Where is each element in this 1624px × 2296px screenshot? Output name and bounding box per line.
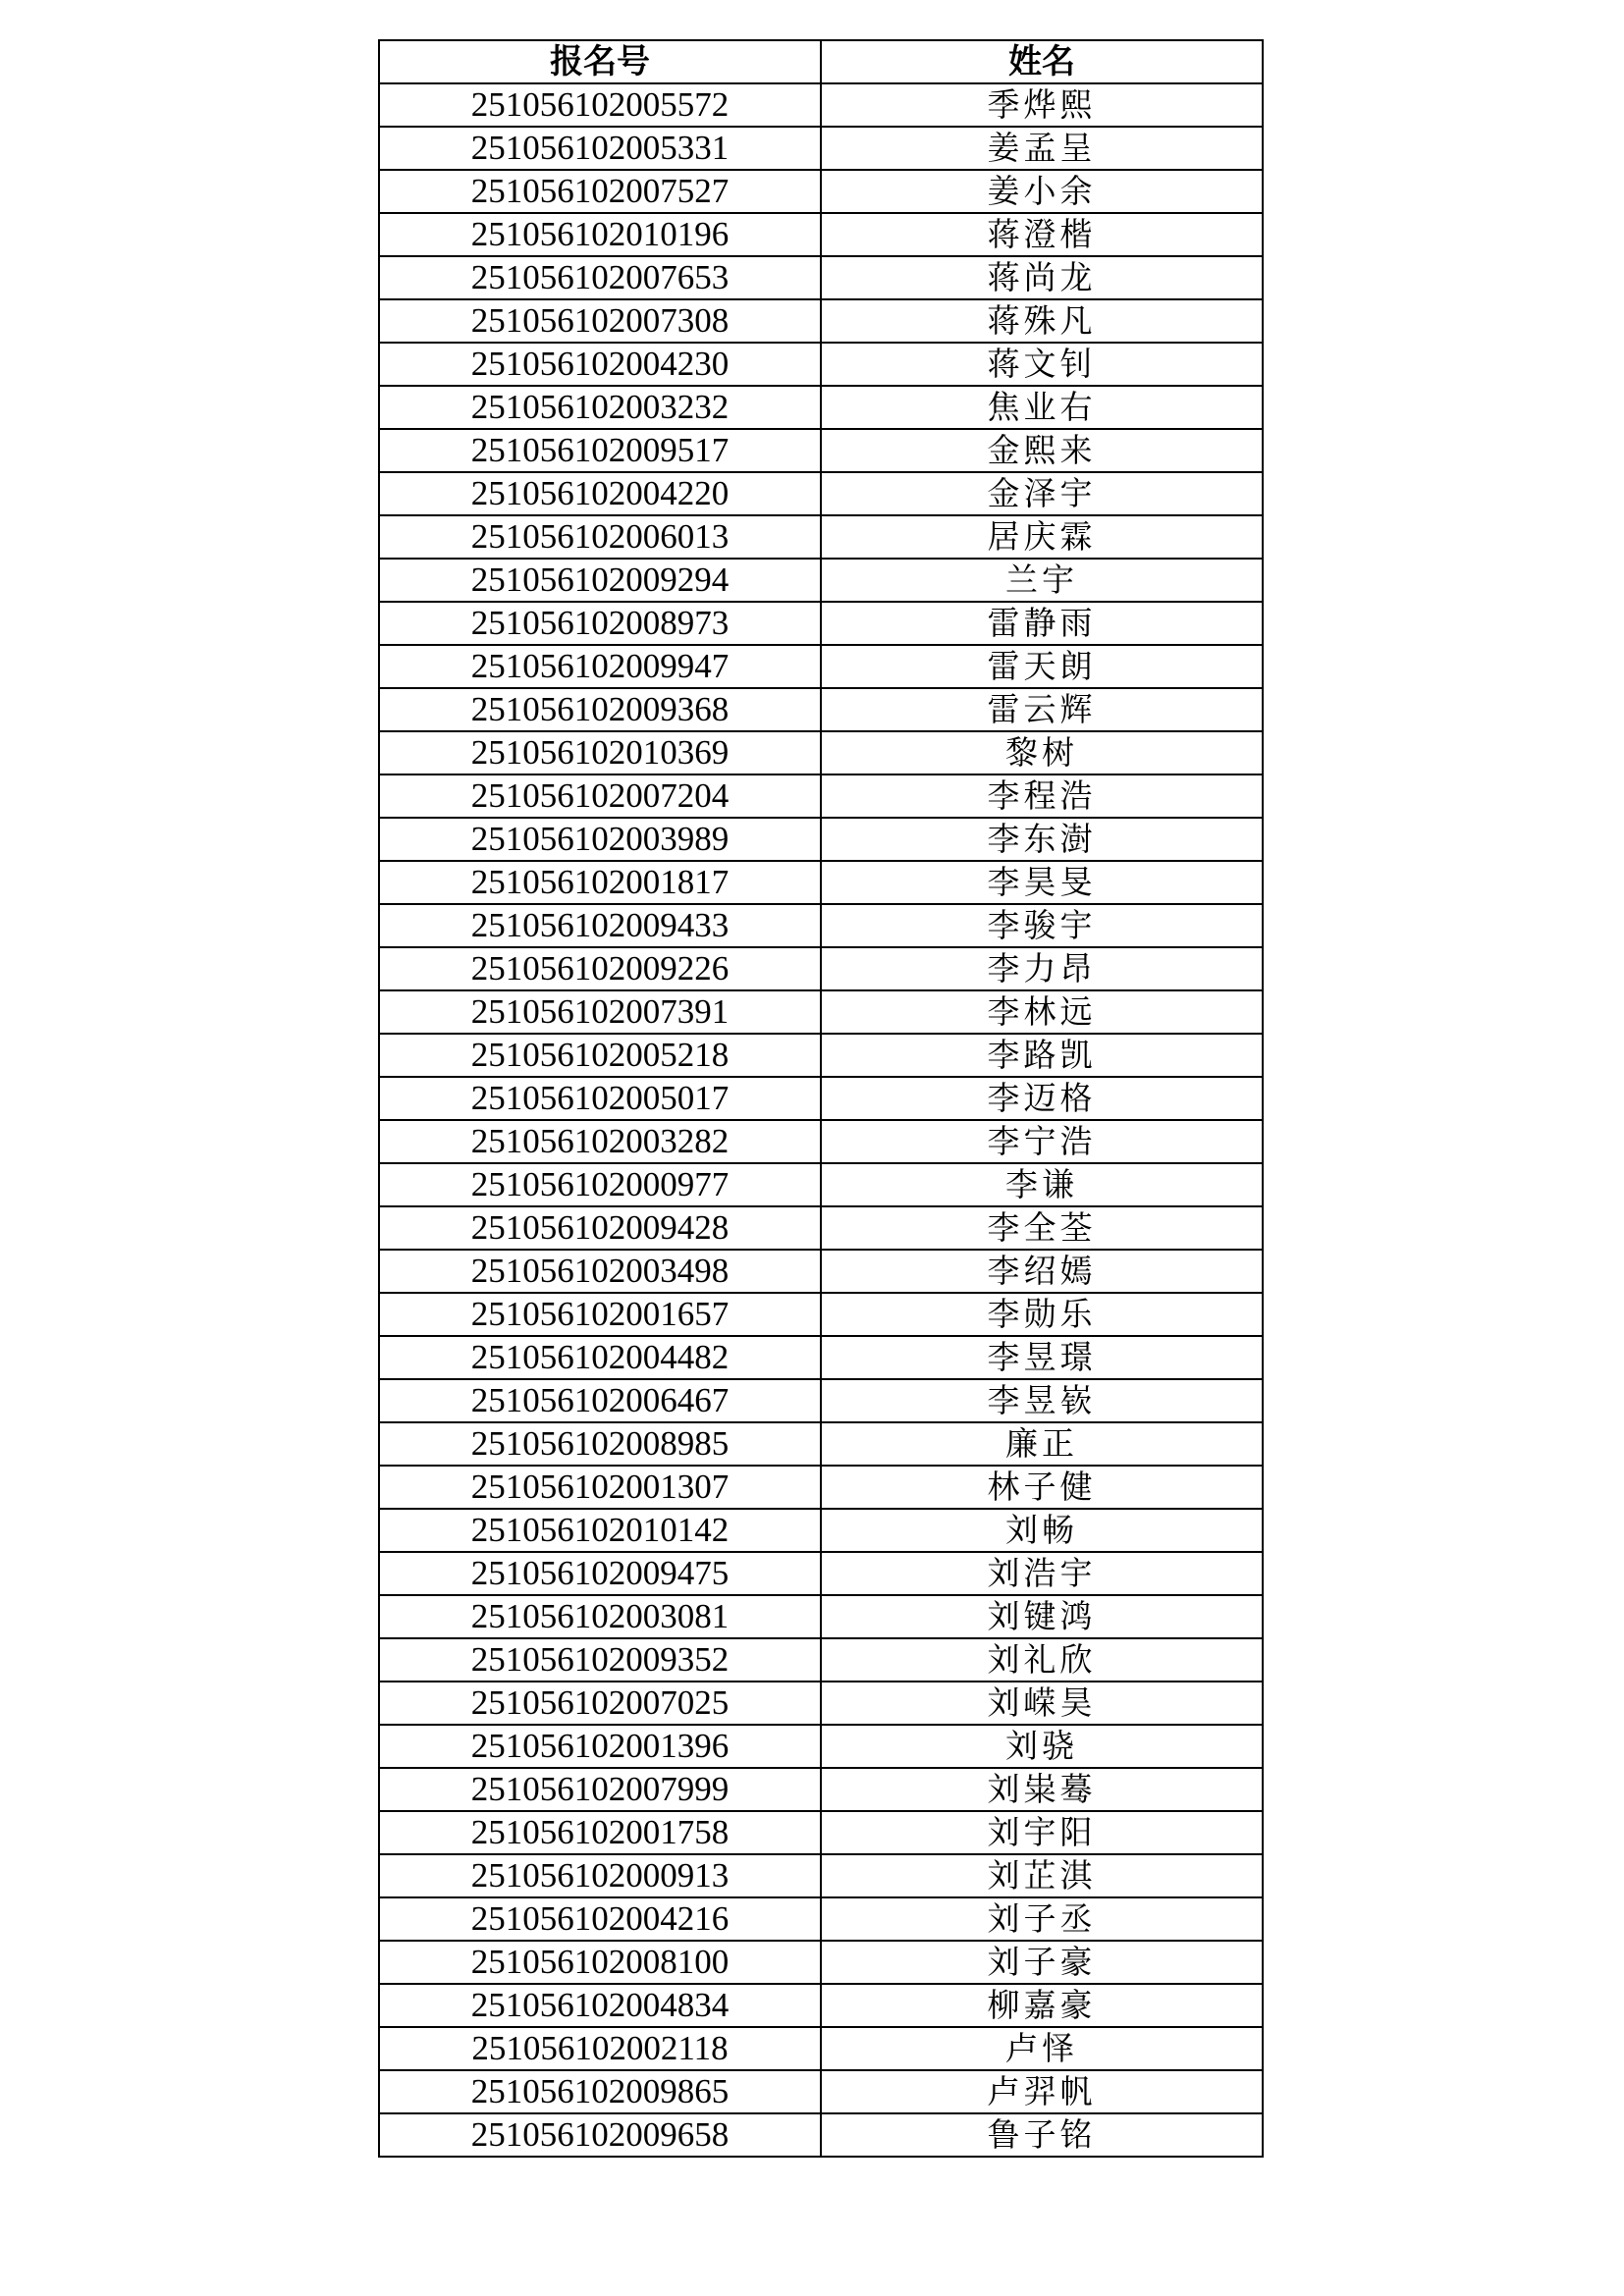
name-cell: 居庆霖 xyxy=(821,515,1263,559)
table-row xyxy=(379,472,1263,515)
registration-number-cell: 251056102010369 xyxy=(379,731,821,774)
table-row xyxy=(379,83,1263,127)
registration-number-cell: 251056102007527 xyxy=(379,170,821,213)
name-cell: 刘骁 xyxy=(821,1725,1263,1768)
table-row xyxy=(379,170,1263,213)
name-cell: 李东澍 xyxy=(821,818,1263,861)
registration-number-cell: 251056102009226 xyxy=(379,947,821,990)
table-row xyxy=(379,343,1263,386)
registration-number-cell: 251056102005218 xyxy=(379,1034,821,1077)
registration-number-cell: 251056102009475 xyxy=(379,1552,821,1595)
registration-number-cell: 251056102003081 xyxy=(379,1595,821,1638)
registration-number-cell: 251056102003989 xyxy=(379,818,821,861)
registration-number-cell: 251056102009352 xyxy=(379,1638,821,1682)
registration-number-cell: 251056102007025 xyxy=(379,1682,821,1725)
registration-number-cell: 251056102002118 xyxy=(379,2027,821,2070)
table-row xyxy=(379,256,1263,299)
name-cell: 姜小余 xyxy=(821,170,1263,213)
registration-number-cell: 251056102005572 xyxy=(379,83,821,127)
name-cell: 蒋殊凡 xyxy=(821,299,1263,343)
name-cell: 李昱嵚 xyxy=(821,1379,1263,1422)
name-cell: 李林远 xyxy=(821,990,1263,1034)
name-cell: 刘子丞 xyxy=(821,1897,1263,1941)
registration-number-cell: 251056102004216 xyxy=(379,1897,821,1941)
registration-number-cell: 251056102008985 xyxy=(379,1422,821,1466)
table-row xyxy=(379,688,1263,731)
registration-number-cell: 251056102010142 xyxy=(379,1509,821,1552)
name-cell: 雷云辉 xyxy=(821,688,1263,731)
name-cell: 李昊旻 xyxy=(821,861,1263,904)
name-cell: 鲁子铭 xyxy=(821,2113,1263,2157)
registration-number-cell: 251056102009368 xyxy=(379,688,821,731)
registration-number-cell: 251056102003232 xyxy=(379,386,821,429)
registration-number-cell: 251056102009658 xyxy=(379,2113,821,2157)
registration-number-cell: 251056102005017 xyxy=(379,1077,821,1120)
table-row xyxy=(379,1250,1263,1293)
name-cell: 柳嘉豪 xyxy=(821,1984,1263,2027)
registration-number-cell: 251056102006467 xyxy=(379,1379,821,1422)
registration-number-cell: 251056102004230 xyxy=(379,343,821,386)
registration-number-cell: 251056102001396 xyxy=(379,1725,821,1768)
name-cell: 焦业右 xyxy=(821,386,1263,429)
table-row xyxy=(379,299,1263,343)
table-row xyxy=(379,1854,1263,1897)
name-cell: 金泽宇 xyxy=(821,472,1263,515)
registration-number-cell: 251056102001817 xyxy=(379,861,821,904)
table-row xyxy=(379,1336,1263,1379)
registration-number-cell: 251056102003498 xyxy=(379,1250,821,1293)
registration-number-cell: 251056102009428 xyxy=(379,1206,821,1250)
table-row xyxy=(379,213,1263,256)
table-row xyxy=(379,1466,1263,1509)
name-cell: 卢羿帆 xyxy=(821,2070,1263,2113)
header-name: 姓名 xyxy=(821,40,1263,83)
table-row xyxy=(379,1897,1263,1941)
table-row xyxy=(379,1163,1263,1206)
table-row xyxy=(379,774,1263,818)
table-row xyxy=(379,1725,1263,1768)
name-cell: 姜孟呈 xyxy=(821,127,1263,170)
table-row xyxy=(379,1638,1263,1682)
table-row xyxy=(379,127,1263,170)
name-cell: 刘宇阳 xyxy=(821,1811,1263,1854)
registration-number-cell: 251056102007999 xyxy=(379,1768,821,1811)
registration-number-cell: 251056102009433 xyxy=(379,904,821,947)
table-row xyxy=(379,559,1263,602)
name-cell: 雷天朗 xyxy=(821,645,1263,688)
header-registration-number: 报名号 xyxy=(379,40,821,83)
name-cell: 李全荃 xyxy=(821,1206,1263,1250)
table-row xyxy=(379,1984,1263,2027)
name-cell: 蒋文钊 xyxy=(821,343,1263,386)
registration-table xyxy=(378,39,1264,2158)
name-cell: 刘畅 xyxy=(821,1509,1263,1552)
table-row xyxy=(379,515,1263,559)
table-row xyxy=(379,602,1263,645)
table-row xyxy=(379,1034,1263,1077)
registration-number-cell: 251056102010196 xyxy=(379,213,821,256)
registration-number-cell: 251056102007204 xyxy=(379,774,821,818)
registration-number-cell: 251056102001758 xyxy=(379,1811,821,1854)
registration-number-cell: 251056102001657 xyxy=(379,1293,821,1336)
registration-number-cell: 251056102008100 xyxy=(379,1941,821,1984)
name-cell: 李迈格 xyxy=(821,1077,1263,1120)
table-row xyxy=(379,818,1263,861)
name-cell: 卢怿 xyxy=(821,2027,1263,2070)
registration-number-cell: 251056102000913 xyxy=(379,1854,821,1897)
table-row xyxy=(379,990,1263,1034)
registration-number-cell: 251056102008973 xyxy=(379,602,821,645)
table-row xyxy=(379,1595,1263,1638)
registration-number-cell: 251056102004834 xyxy=(379,1984,821,2027)
registration-number-cell: 251056102009947 xyxy=(379,645,821,688)
table-row xyxy=(379,861,1263,904)
name-cell: 李程浩 xyxy=(821,774,1263,818)
name-cell: 刘粜蓦 xyxy=(821,1768,1263,1811)
name-cell: 李昱璟 xyxy=(821,1336,1263,1379)
registration-number-cell: 251056102007391 xyxy=(379,990,821,1034)
name-cell: 李绍嫣 xyxy=(821,1250,1263,1293)
table-row xyxy=(379,1682,1263,1725)
table-row xyxy=(379,386,1263,429)
name-cell: 李宁浩 xyxy=(821,1120,1263,1163)
table-row xyxy=(379,1509,1263,1552)
name-cell: 刘礼欣 xyxy=(821,1638,1263,1682)
name-cell: 李勋乐 xyxy=(821,1293,1263,1336)
name-cell: 李力昂 xyxy=(821,947,1263,990)
registration-number-cell: 251056102004482 xyxy=(379,1336,821,1379)
table-row xyxy=(379,1120,1263,1163)
table-body xyxy=(379,83,1263,2157)
table-header-row xyxy=(379,40,1263,83)
table-row xyxy=(379,1941,1263,1984)
name-cell: 黎树 xyxy=(821,731,1263,774)
name-cell: 兰宇 xyxy=(821,559,1263,602)
name-cell: 刘浩宇 xyxy=(821,1552,1263,1595)
name-cell: 廉正 xyxy=(821,1422,1263,1466)
registration-number-cell: 251056102009294 xyxy=(379,559,821,602)
table-row xyxy=(379,947,1263,990)
table-row xyxy=(379,2113,1263,2157)
table-row xyxy=(379,2027,1263,2070)
table-row xyxy=(379,1077,1263,1120)
registration-number-cell: 251056102007653 xyxy=(379,256,821,299)
table-row xyxy=(379,731,1263,774)
table-row xyxy=(379,1206,1263,1250)
name-cell: 季烨熙 xyxy=(821,83,1263,127)
registration-number-cell: 251056102009517 xyxy=(379,429,821,472)
name-cell: 林子健 xyxy=(821,1466,1263,1509)
registration-number-cell: 251056102001307 xyxy=(379,1466,821,1509)
table-row xyxy=(379,1293,1263,1336)
table-row xyxy=(379,645,1263,688)
name-cell: 李骏宇 xyxy=(821,904,1263,947)
table-row xyxy=(379,904,1263,947)
registration-number-cell: 251056102004220 xyxy=(379,472,821,515)
registration-number-cell: 251056102000977 xyxy=(379,1163,821,1206)
registration-number-cell: 251056102009865 xyxy=(379,2070,821,2113)
name-cell: 李谦 xyxy=(821,1163,1263,1206)
name-cell: 刘嵘昊 xyxy=(821,1682,1263,1725)
registration-number-cell: 251056102006013 xyxy=(379,515,821,559)
table-row xyxy=(379,1552,1263,1595)
table-row xyxy=(379,1379,1263,1422)
name-cell: 刘芷淇 xyxy=(821,1854,1263,1897)
table-row xyxy=(379,429,1263,472)
name-cell: 金熙来 xyxy=(821,429,1263,472)
table-row xyxy=(379,1811,1263,1854)
registration-number-cell: 251056102003282 xyxy=(379,1120,821,1163)
table-row xyxy=(379,2070,1263,2113)
table-row xyxy=(379,1422,1263,1466)
name-cell: 刘键鸿 xyxy=(821,1595,1263,1638)
name-cell: 蒋尚龙 xyxy=(821,256,1263,299)
name-cell: 李路凯 xyxy=(821,1034,1263,1077)
name-cell: 雷静雨 xyxy=(821,602,1263,645)
registration-number-cell: 251056102007308 xyxy=(379,299,821,343)
name-cell: 刘子豪 xyxy=(821,1941,1263,1984)
registration-number-cell: 251056102005331 xyxy=(379,127,821,170)
table-row xyxy=(379,1768,1263,1811)
name-cell: 蒋澄楷 xyxy=(821,213,1263,256)
